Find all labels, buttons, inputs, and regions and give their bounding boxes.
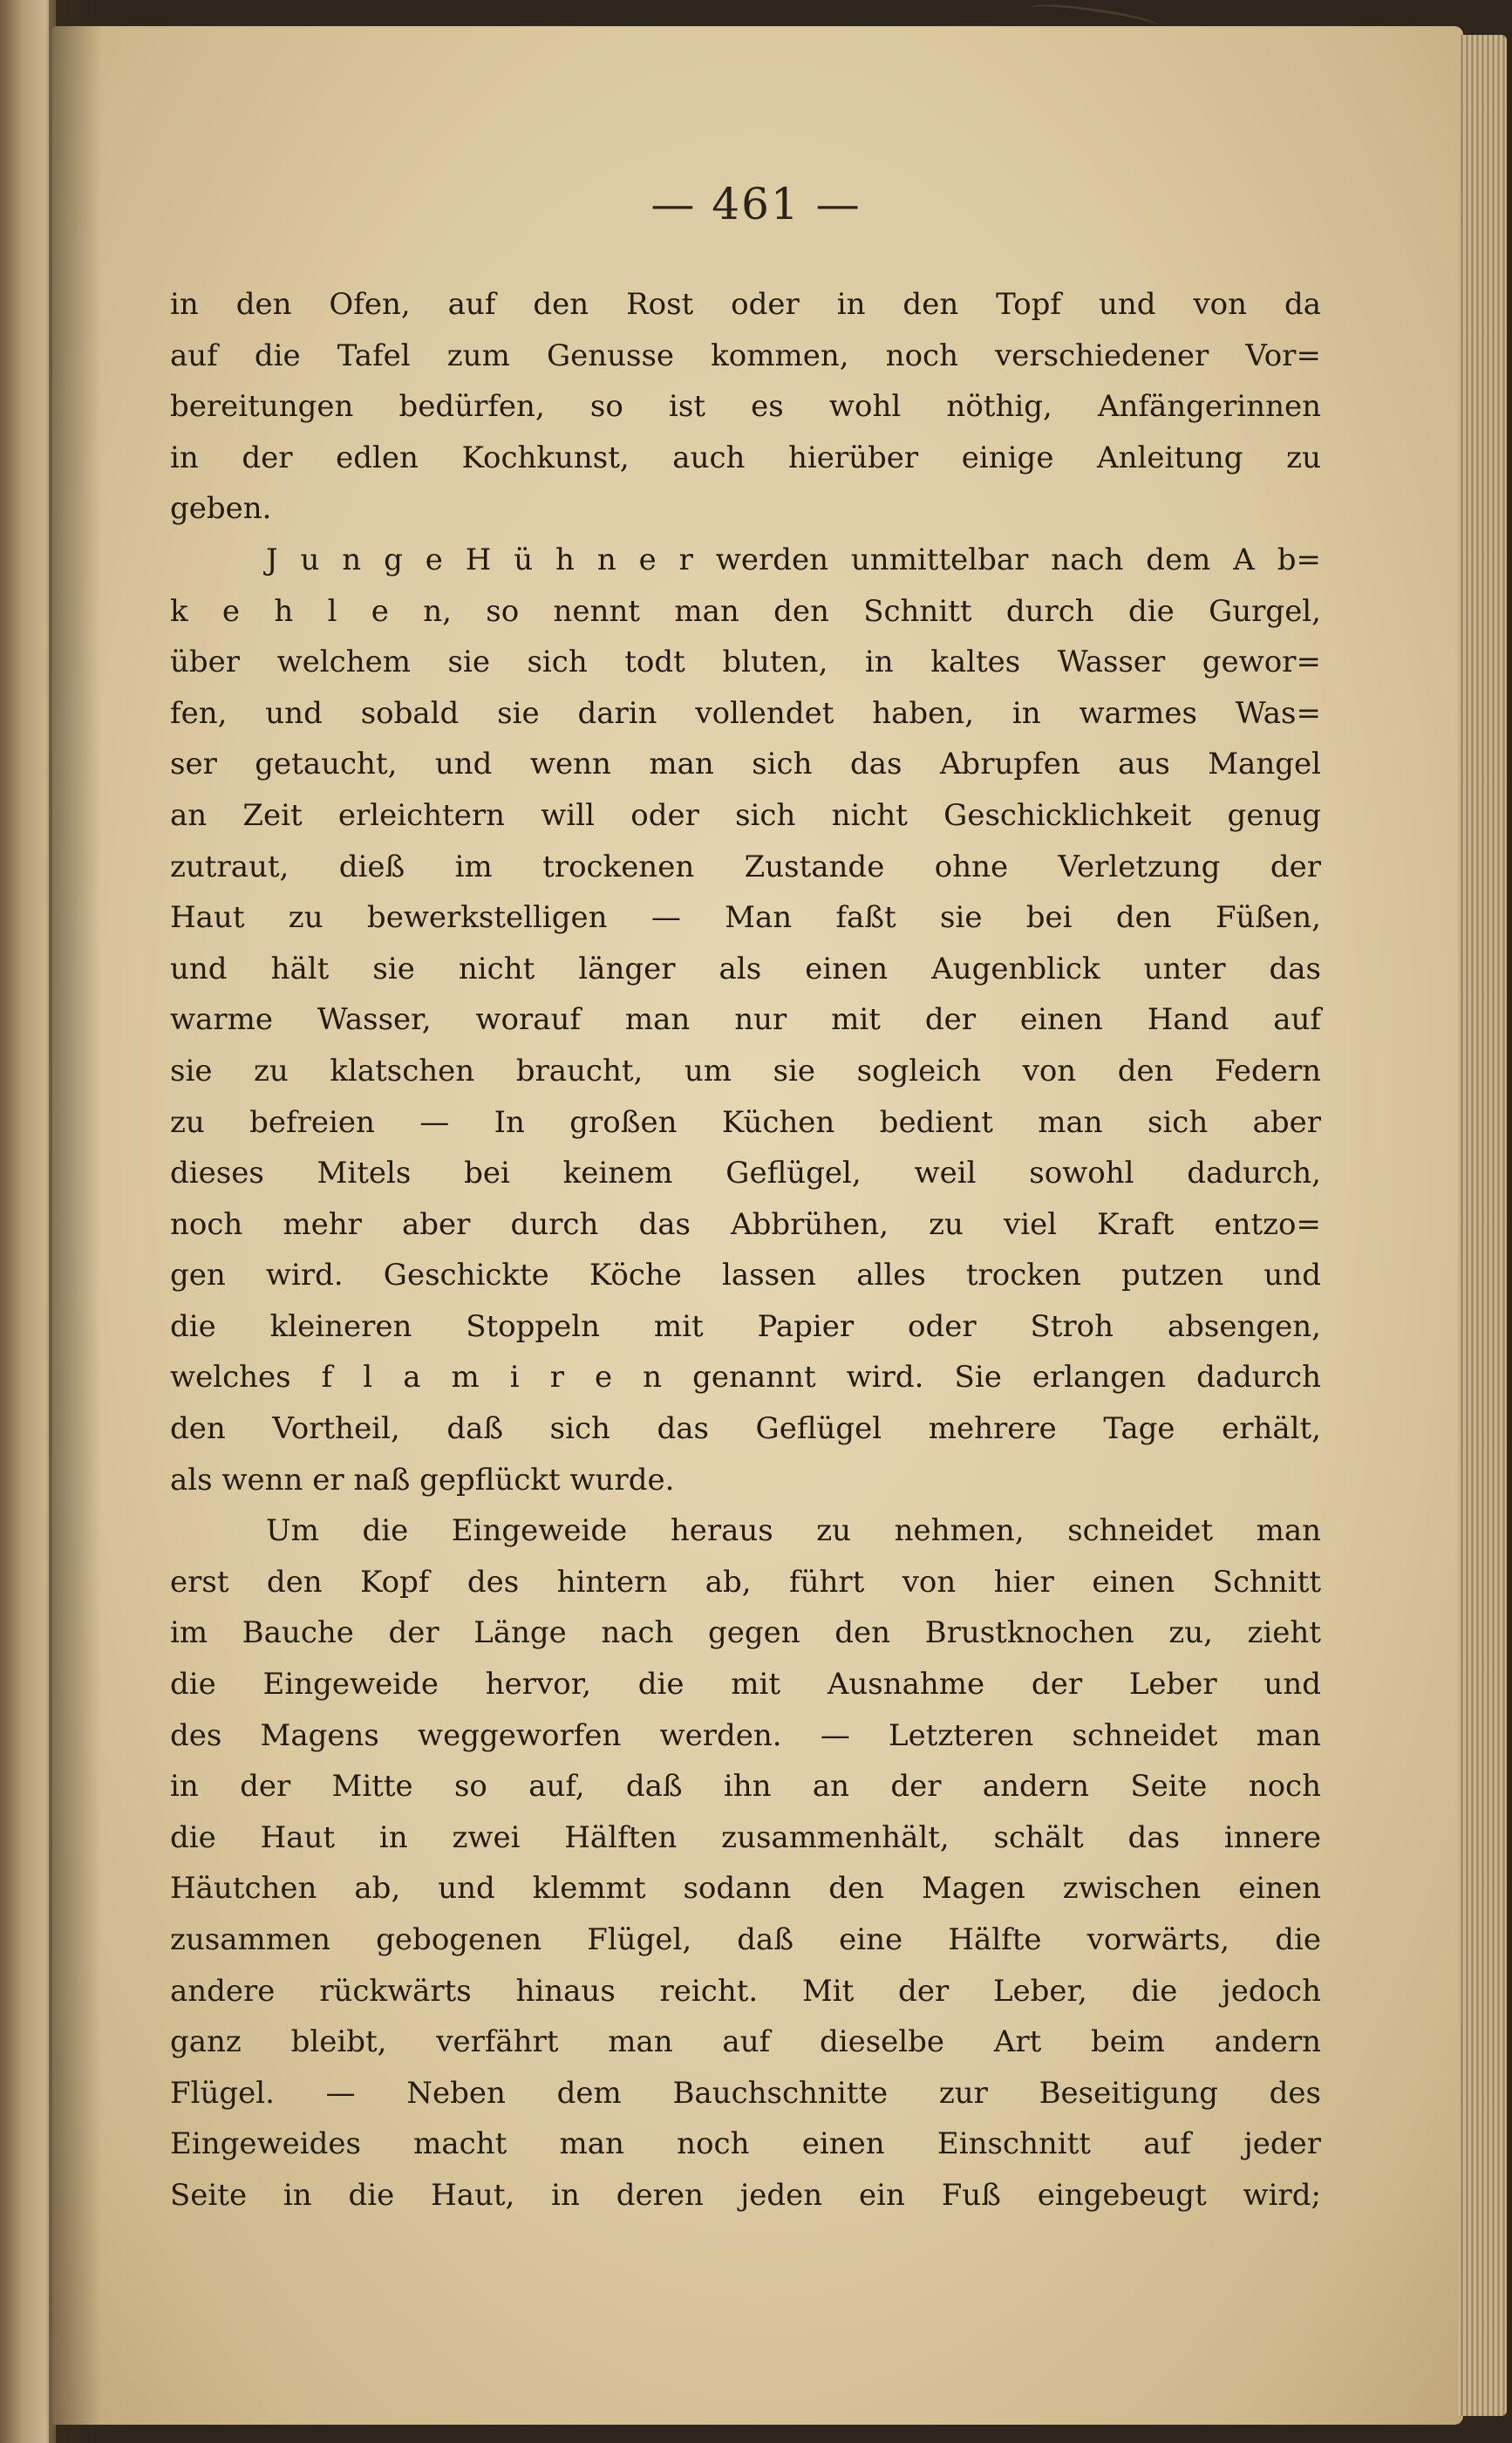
text-line: an Zeit erleichtern will oder sich nicht Geschicklichkeit genug	[170, 797, 1321, 833]
text-line: in den Ofen, auf den Rost oder in den Topf und von da	[170, 287, 1321, 322]
text-line: gen wird. Geschickte Köche lassen alles trocken putzen und	[170, 1258, 1321, 1293]
facing-page-edge	[0, 0, 56, 2443]
text-line: und hält sie nicht länger als einen Augenblick unter das	[170, 951, 1321, 986]
text-line: ser getaucht, und wenn man sich das Abrupfen aus Mangel	[170, 747, 1321, 782]
text-line: geben.	[170, 491, 272, 527]
page-stack-edges	[1458, 35, 1507, 2416]
text-line: über welchem sie sich todt bluten, in kaltes Wasser gewor=	[170, 645, 1321, 680]
text-line: ganz bleibt, verfährt man auf dieselbe Art beim andern	[170, 2024, 1321, 2060]
text-line: die kleineren Stoppeln mit Papier oder Stroh absengen,	[170, 1308, 1321, 1344]
text-line: Eingeweides macht man noch einen Einschnitt auf jeder	[170, 2126, 1321, 2162]
text-line: in der Mitte so auf, daß ihn an der andern Seite noch	[170, 1769, 1321, 1805]
text-line: J u n g e H ü h n e r werden unmittelbar nach dem A b=	[266, 542, 1321, 577]
text-line: noch mehr aber durch das Abbrühen, zu viel Kraft entzo=	[170, 1206, 1321, 1242]
text-line: im Bauche der Länge nach gegen den Brustknochen zu, zieht	[170, 1615, 1321, 1651]
body-text	[170, 279, 1321, 2221]
text-line: des Magens weggeworfen werden. — Letzteren schneidet man	[170, 1717, 1321, 1753]
text-line: sie zu klatschen braucht, um sie sogleich von den Federn	[170, 1053, 1321, 1088]
text-line: zu befreien — In großen Küchen bedient man sich aber	[170, 1104, 1321, 1140]
text-line: dieses Mitels bei keinem Geflügel, weil sowohl dadurch,	[170, 1156, 1321, 1191]
text-line: Flügel. — Neben dem Bauchschnitte zur Beseitigung des	[170, 2075, 1321, 2111]
text-line: als wenn er naß gepflückt wurde.	[170, 1462, 675, 1498]
text-line: andere rückwärts hinaus reicht. Mit der Leber, die jedoch	[170, 1973, 1321, 2009]
text-line: auf die Tafel zum Genusse kommen, noch verschiedener Vor=	[170, 338, 1321, 373]
text-line: zusammen gebogenen Flügel, daß eine Hälfte vorwärts, die	[170, 1922, 1321, 1957]
text-line: in der edlen Kochkunst, auch hierüber einige Anleitung zu	[170, 440, 1321, 475]
text-line: Um die Eingeweide heraus zu nehmen, schneidet man	[266, 1513, 1321, 1549]
text-line: welches f l a m i r e n genannt wird. Sie erlangen dadurch	[170, 1360, 1321, 1396]
gutter-shadow	[49, 0, 101, 2443]
page-number: — 461 —	[650, 179, 862, 229]
text-line: warme Wasser, worauf man nur mit der einen Hand auf	[170, 1002, 1321, 1038]
text-line: k e h l e n, so nennt man den Schnitt durch die Gurgel,	[170, 593, 1321, 629]
text-line: fen, und sobald sie darin vollendet haben, in warmes Was=	[170, 695, 1321, 731]
text-line: bereitungen bedürfen, so ist es wohl nöthig, Anfängerinnen	[170, 389, 1321, 425]
text-line: Haut zu bewerkstelligen — Man faßt sie bei den Füßen,	[170, 900, 1321, 936]
text-line: zutraut, dieß im trockenen Zustande ohne Verletzung der	[170, 849, 1321, 884]
text-line: Häutchen ab, und klemmt sodann den Magen zwischen einen	[170, 1871, 1321, 1907]
text-line: Seite in die Haut, in deren jeden ein Fuß eingebeugt wird;	[170, 2177, 1321, 2213]
text-line: erst den Kopf des hintern ab, führt von hier einen Schnitt	[170, 1564, 1321, 1600]
text-line: die Haut in zwei Hälften zusammenhält, schält das innere	[170, 1819, 1321, 1855]
text-line: den Vortheil, daß sich das Geflügel mehrere Tage erhält,	[170, 1411, 1321, 1447]
text-line: die Eingeweide hervor, die mit Ausnahme der Leber und	[170, 1667, 1321, 1703]
